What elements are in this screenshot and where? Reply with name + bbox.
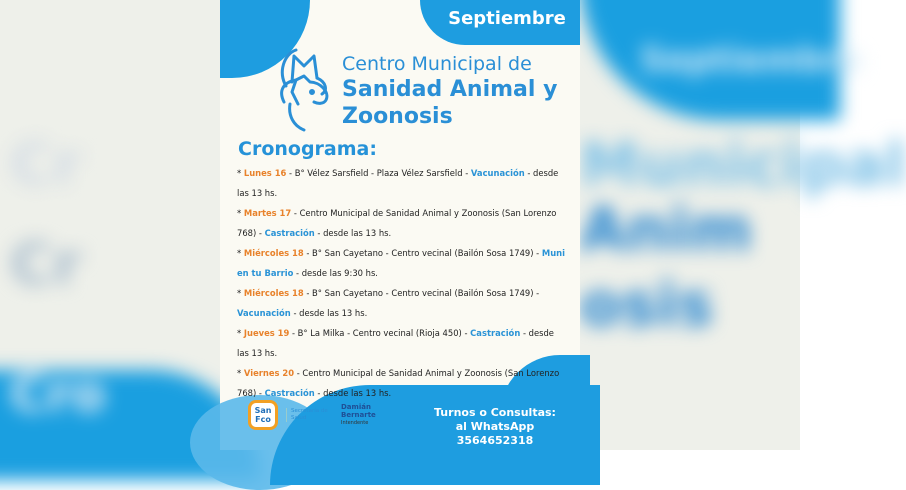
bg-blur-text: Municipal xyxy=(580,130,906,200)
schedule-item: * Martes 17 - Centro Municipal de Sanidad Animal y Zoonosis (San Lorenzo 768) - Castración - desde las 13 hs. xyxy=(237,208,557,238)
bg-blur-text: Septiembre xyxy=(640,40,863,80)
month-label: Septiembre xyxy=(448,8,566,29)
schedule-service: Vacunación xyxy=(237,308,291,318)
logo-text: San xyxy=(254,406,272,415)
schedule-day: Martes 17 xyxy=(243,208,292,218)
logo-text: Fco xyxy=(255,415,271,424)
schedule-item: * Miércoles 18 - B° San Cayetano - Centro vecinal (Bailón Sosa 1749) - Vacunación - desde las 13 hs. xyxy=(237,288,540,318)
intendente-name: Damián xyxy=(341,403,371,411)
bg-blur-text: Cro xyxy=(10,365,106,423)
schedule-item: * Miércoles 18 - B° San Cayetano - Centro vecinal (Bailón Sosa 1749) - Muni en tu Barrio - desde las 9:30 hs. xyxy=(237,248,566,278)
contact-info xyxy=(420,406,570,448)
intendente-role: Intendente xyxy=(341,420,369,426)
schedule-service: Castración xyxy=(470,328,521,338)
schedule-day: Lunes 16 xyxy=(243,168,287,178)
contact-whatsapp: al WhatsApp 3564652318 xyxy=(455,420,535,447)
schedule-heading: Cronograma: xyxy=(238,138,377,160)
schedule-time: - desde las 13 hs. xyxy=(290,308,368,318)
secretaria-salud-logo xyxy=(286,408,331,422)
poster-title xyxy=(342,52,557,130)
title-line: Sanidad Animal y xyxy=(342,77,558,102)
schedule-time: - desde las 9:30 hs. xyxy=(293,268,378,278)
schedule-time: - desde las 13 hs. xyxy=(237,328,554,358)
schedule-day: Miércoles 18 xyxy=(243,288,304,298)
secretaria-text: Salud xyxy=(291,415,307,421)
schedule-location: - B° Vélez Sarsfield - Plaza Vélez Sarsfield - xyxy=(286,168,471,178)
intendente-signature xyxy=(341,403,376,427)
contact-heading: Turnos o Consultas: xyxy=(434,406,556,419)
title-line: Zoonosis xyxy=(342,104,453,129)
intendente-surname: Bernarte xyxy=(341,411,376,419)
footer-logos xyxy=(248,400,376,430)
san-fco-logo xyxy=(248,400,278,430)
schedule-location: - B° San Cayetano - Centro vecinal (Bailón Sosa 1749) - xyxy=(303,288,540,298)
schedule-day: Viernes 20 xyxy=(243,368,295,378)
poster xyxy=(220,0,580,450)
title-line: Centro Municipal de xyxy=(342,53,532,75)
schedule-time: - desde las 13 hs. xyxy=(314,388,392,398)
schedule-item: * Viernes 20 - Centro Municipal de Sanidad Animal y Zoonosis (San Lorenzo 768) - Castración - desde las 13 hs. xyxy=(237,368,560,398)
schedule-location: - Centro Municipal de Sanidad Animal y Zoonosis (San Lorenzo 768) - xyxy=(237,368,560,398)
schedule-service: Castración xyxy=(264,228,315,238)
schedule-location: - B° San Cayetano - Centro vecinal (Bailón Sosa 1749) - xyxy=(303,248,542,258)
schedule-day: Jueves 19 xyxy=(243,328,290,338)
cat-dog-logo-icon xyxy=(274,42,336,134)
schedule-service: Muni en tu Barrio xyxy=(237,248,566,278)
schedule-location: - Centro Municipal de Sanidad Animal y Zoonosis (San Lorenzo 768) - xyxy=(237,208,557,238)
schedule-time: - desde las 13 hs. xyxy=(314,228,392,238)
bg-blur-text: osis xyxy=(580,270,714,340)
schedule-list xyxy=(237,163,567,403)
schedule-service: Vacunación xyxy=(470,168,525,178)
bg-blur-text: Cr xyxy=(10,130,82,198)
schedule-item: * Lunes 16 - B° Vélez Sarsfield - Plaza Vélez Sarsfield - Vacunación - desde las 13 hs. xyxy=(237,168,559,198)
schedule-item: * Jueves 19 - B° La Milka - Centro vecinal (Rioja 450) - Castración - desde las 13 hs. xyxy=(237,328,554,358)
schedule-location: - B° La Milka - Centro vecinal (Rioja 450) - xyxy=(289,328,471,338)
secretaria-text: Secretaría de xyxy=(291,408,328,414)
schedule-time: - desde las 13 hs. xyxy=(237,168,559,198)
schedule-service: Castración xyxy=(264,388,315,398)
bg-blur-text: Anim xyxy=(580,195,753,265)
bg-blur-text: Cr xyxy=(10,230,82,298)
schedule-day: Miércoles 18 xyxy=(243,248,304,258)
